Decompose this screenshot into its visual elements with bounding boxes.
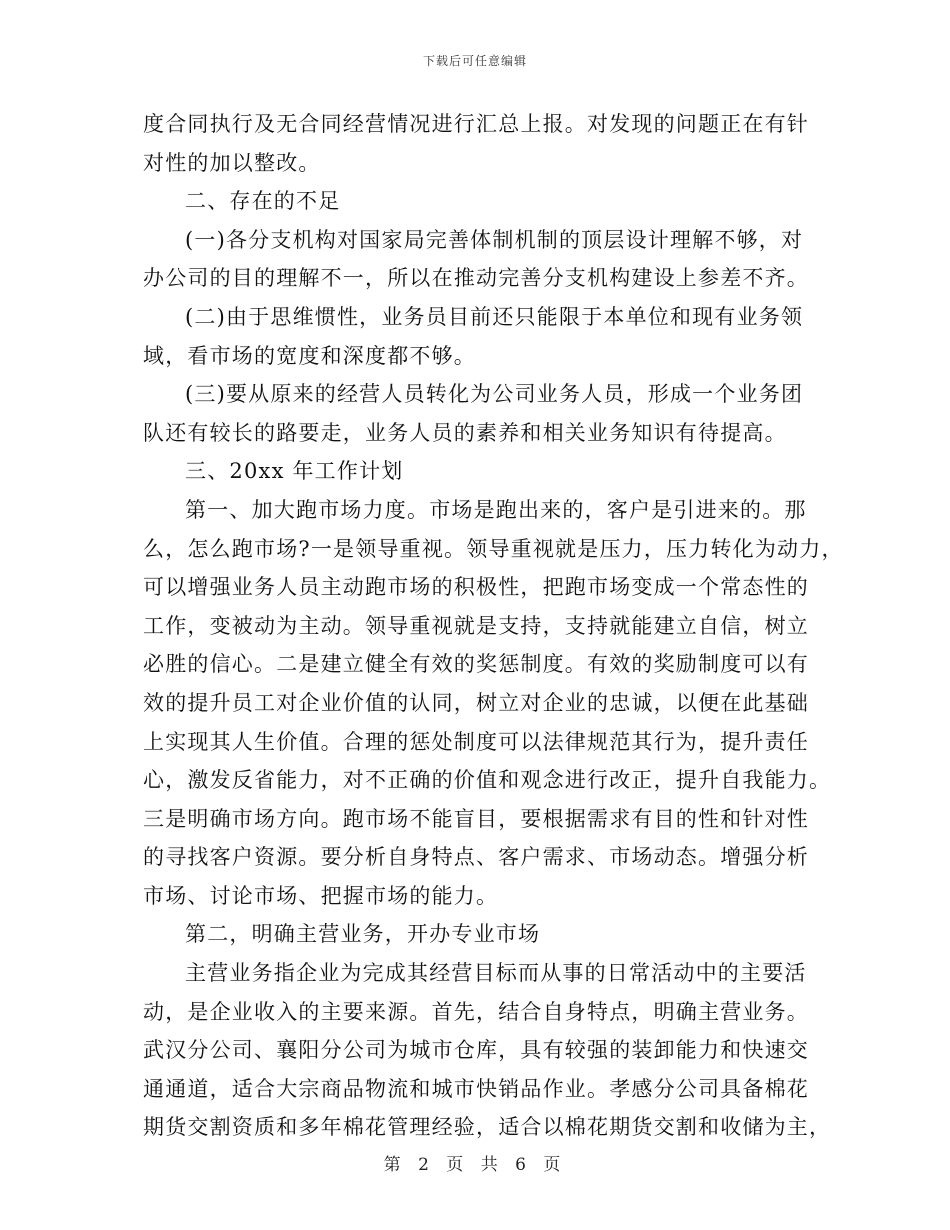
text-line: 度合同执行及无合同经营情况进行汇总上报。对发现的问题正在有针 — [143, 112, 809, 136]
text-line: 三是明确市场方向。跑市场不能盲目，要根据需求有目的性和针对性 — [143, 806, 809, 831]
text-line: 第一、加大跑市场力度。市场是跑出来的，客户是引进来的。那 — [185, 497, 807, 522]
text-line: 域，看市场的宽度和深度都不够。 — [143, 343, 476, 368]
text-line: 上实现其人生价值。合理的惩处制度可以法律规范其行为，提升责任 — [143, 729, 809, 754]
text-line: 办公司的目的理解不一，所以在推动完善分支机构建设上参差不齐。 — [143, 266, 809, 291]
text-line: 么，怎么跑市场?一是领导重视。领导重视就是压力，压力转化为动力， — [143, 536, 844, 561]
text-line: 队还有较长的路要走，业务人员的素养和相关业务知识有待提高。 — [143, 420, 787, 445]
text-line: 市场、讨论市场、把握市场的能力。 — [143, 883, 499, 908]
text-line: (二)由于思维惯性，业务员目前还只能限于本单位和现有业务领 — [185, 304, 804, 329]
section-heading-shortcomings: 二、存在的不足 — [185, 189, 341, 214]
text-line: 可以增强业务人员主动跑市场的积极性，把跑市场变成一个常态性的 — [143, 575, 809, 600]
text-line: 效的提升员工对企业价值的认同，树立对企业的忠诚，以便在此基础 — [143, 690, 809, 715]
text-line: 心，激发反省能力，对不正确的价值和观念进行改正，提升自我能力。 — [143, 768, 832, 793]
text-line: 的寻找客户资源。要分析自身特点、客户需求、市场动态。增强分析 — [143, 845, 809, 870]
text-line: 通通道，适合大宗商品物流和城市快销品作业。孝感分公司具备棉花 — [143, 1076, 809, 1101]
text-line: (一)各分支机构对国家局完善体制机制的顶层设计理解不够，对 — [185, 227, 804, 252]
text-line: 主营业务指企业为完成其经营目标而从事的日常活动中的主要活 — [185, 961, 807, 986]
text-line: 工作，变被动为主动。领导重视就是支持，支持就能建立自信，树立 — [143, 613, 809, 638]
page-number-footer: 第 2 页 共 6 页 — [383, 1155, 567, 1175]
text-line: 期货交割资质和多年棉花管理经验，适合以棉花期货交割和收储为主， — [143, 1115, 832, 1140]
page-header-note: 下载后可任意编辑 — [422, 54, 527, 68]
text-line: 必胜的信心。二是建立健全有效的奖惩制度。有效的奖励制度可以有 — [143, 652, 809, 677]
text-line: 对性的加以整改。 — [143, 150, 321, 175]
document-body — [143, 105, 844, 1147]
text-line: 武汉分公司、襄阳分公司为城市仓库，具有较强的装卸能力和快速交 — [143, 1038, 809, 1063]
text-line: (三)要从原来的经营人员转化为公司业务人员，形成一个业务团 — [185, 382, 804, 407]
text-line: 动，是企业收入的主要来源。首先，结合自身特点，明确主营业务。 — [143, 999, 809, 1024]
section-heading-work-plan: 三、20xx 年工作计划 — [185, 459, 404, 484]
subsection-heading-main-business: 第二，明确主营业务，开办专业市场 — [185, 922, 541, 947]
